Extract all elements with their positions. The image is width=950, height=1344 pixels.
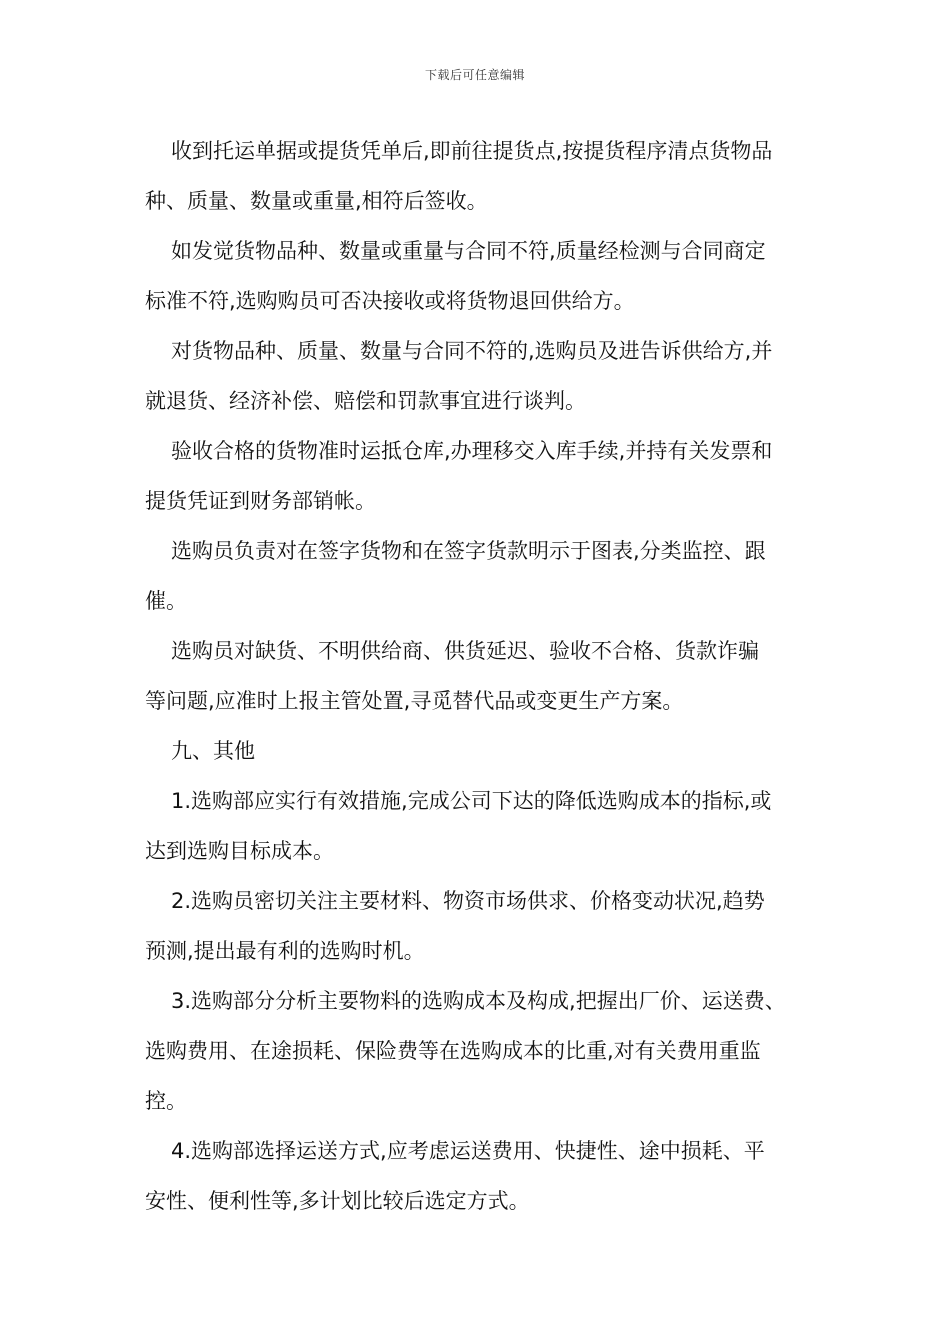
section-heading: 九、其他 [171, 739, 255, 763]
document-body [145, 126, 813, 1226]
paragraph: 4.选购部选择运送方式,应考虑运送费用、快捷性、途中损耗、平 安性、便利性等,多计划比较后选定方式。 [145, 1139, 765, 1213]
paragraph: 1.选购部应实行有效措施,完成公司下达的降低选购成本的指标,或 达到选购目标成本。 [145, 789, 772, 863]
paragraph: 验收合格的货物准时运抵仓库,办理移交入库手续,并持有关发票和 提货凭证到财务部销帐。 [145, 439, 773, 513]
header-note: 下载后可任意编辑 [424, 68, 525, 82]
paragraph: 3.选购部分分析主要物料的选购成本及构成,把握出厂价、运送费、 选购费用、在途损耗、保险费等在选购成本的比重,对有关费用重监 控。 [145, 989, 786, 1113]
paragraph: 选购员对缺货、不明供给商、供货延迟、验收不合格、货款诈骗 等问题,应准时上报主管处置,寻觅替代品或变更生产方案。 [145, 639, 759, 713]
paragraph: 如发觉货物品种、数量或重量与合同不符,质量经检测与合同商定 标准不符,选购购员可否决接收或将货物退回供给方。 [145, 239, 766, 313]
paragraph: 选购员负责对在签字货物和在签字货款明示于图表,分类监控、跟 催。 [145, 539, 766, 613]
paragraph: 对货物品种、质量、数量与合同不符的,选购员及进告诉供给方,并 就退货、经济补偿、赔偿和罚款事宜进行谈判。 [145, 339, 773, 413]
paragraph: 2.选购员密切关注主要材料、物资市场供求、价格变动状况,趋势 预测,提出最有利的选购时机。 [145, 889, 765, 963]
paragraph: 收到托运单据或提货凭单后,即前往提货点,按提货程序清点货物品 种、质量、数量或重量,相符后签收。 [145, 139, 773, 213]
